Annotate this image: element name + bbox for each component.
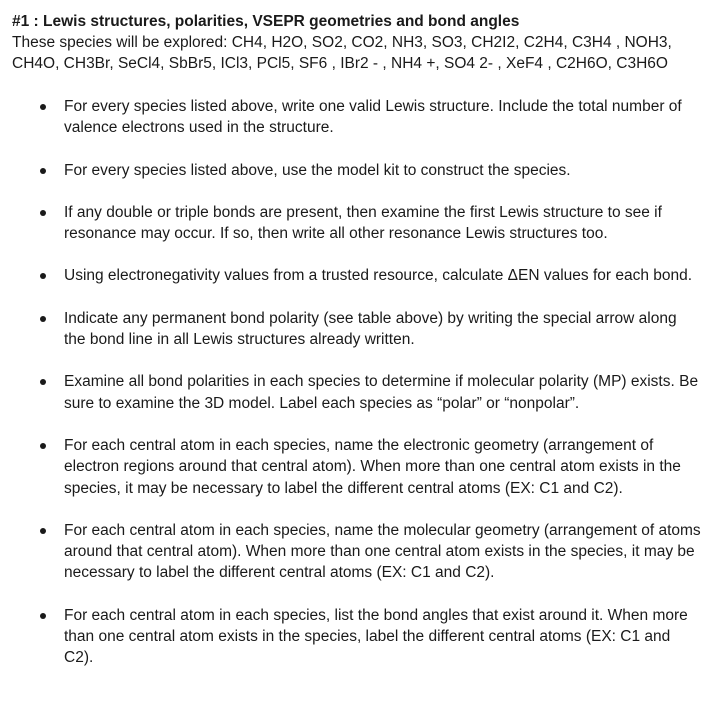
bullet-icon bbox=[40, 443, 46, 449]
list-item-text: Examine all bond polarities in each species to determine if molecular polarity (MP) exists. Be sure to examine the 3D model. Label each species as “polar” or “nonpolar”. bbox=[64, 373, 699, 412]
list-item-text: Indicate any permanent bond polarity (see table above) by writing the special arrow along the bond line in all Lewis structures already written. bbox=[64, 309, 677, 349]
list-item bbox=[12, 308, 702, 351]
list-item bbox=[12, 605, 702, 669]
list-item-text: For each central atom in each species, name the electronic geometry (arrangement of electron regions around that central atom). When more than one central atom exists in the species, it may be necessary to label the different central atoms (EX: C1 and C2). bbox=[64, 436, 681, 497]
list-item bbox=[12, 265, 702, 286]
list-item-text: Using electronegativity values from a trusted resource, calculate ΔEN values for each bond. bbox=[64, 267, 693, 285]
list-item bbox=[12, 435, 702, 499]
list-item-text: If any double or triple bonds are present, then examine the first Lewis structure to see if resonance may occur. If so, then write all other resonance Lewis structures too. bbox=[64, 203, 662, 243]
instruction-list bbox=[12, 96, 704, 669]
list-item-text: For each central atom in each species, list the bond angles that exist around it. When more than one central atom exists in the species, label the different central atoms (EX: C1 and C2). bbox=[64, 606, 688, 667]
bullet-icon bbox=[40, 379, 46, 385]
bullet-icon bbox=[40, 316, 46, 322]
list-item bbox=[12, 96, 702, 139]
list-item bbox=[12, 160, 702, 181]
bullet-icon bbox=[40, 273, 46, 279]
list-item-text: For every species listed above, write one valid Lewis structure. Include the total number of valence electrons used in the structure. bbox=[64, 98, 682, 137]
list-item bbox=[12, 202, 702, 245]
list-item-text: For each central atom in each species, name the molecular geometry (arrangement of atoms around that central atom). When more than one central atom exists in the species, it may be necessary to label the different central atoms (EX: C1 and C2). bbox=[64, 521, 701, 582]
section-title: #1 : Lewis structures, polarities, VSEPR geometries and bond angles bbox=[12, 13, 520, 30]
list-item bbox=[12, 371, 702, 414]
bullet-icon bbox=[40, 613, 46, 619]
bullet-icon bbox=[40, 104, 46, 110]
bullet-icon bbox=[40, 528, 46, 534]
list-item bbox=[12, 520, 702, 584]
list-item-text: For every species listed above, use the model kit to construct the species. bbox=[64, 161, 571, 179]
bullet-icon bbox=[40, 210, 46, 216]
bullet-icon bbox=[40, 168, 46, 174]
species-list-paragraph: These species will be explored: CH4, H2O, SO2, CO2, NH3, SO3, CH2I2, C2H4, C3H4 , NOH3, CH4O, CH3Br, SeCl4, SbBr5, ICl3, PCl5, SF6 , IBr2 - , NH4 +, SO4 2- , XeF4 , C2H6O, C3H6O bbox=[12, 34, 672, 72]
